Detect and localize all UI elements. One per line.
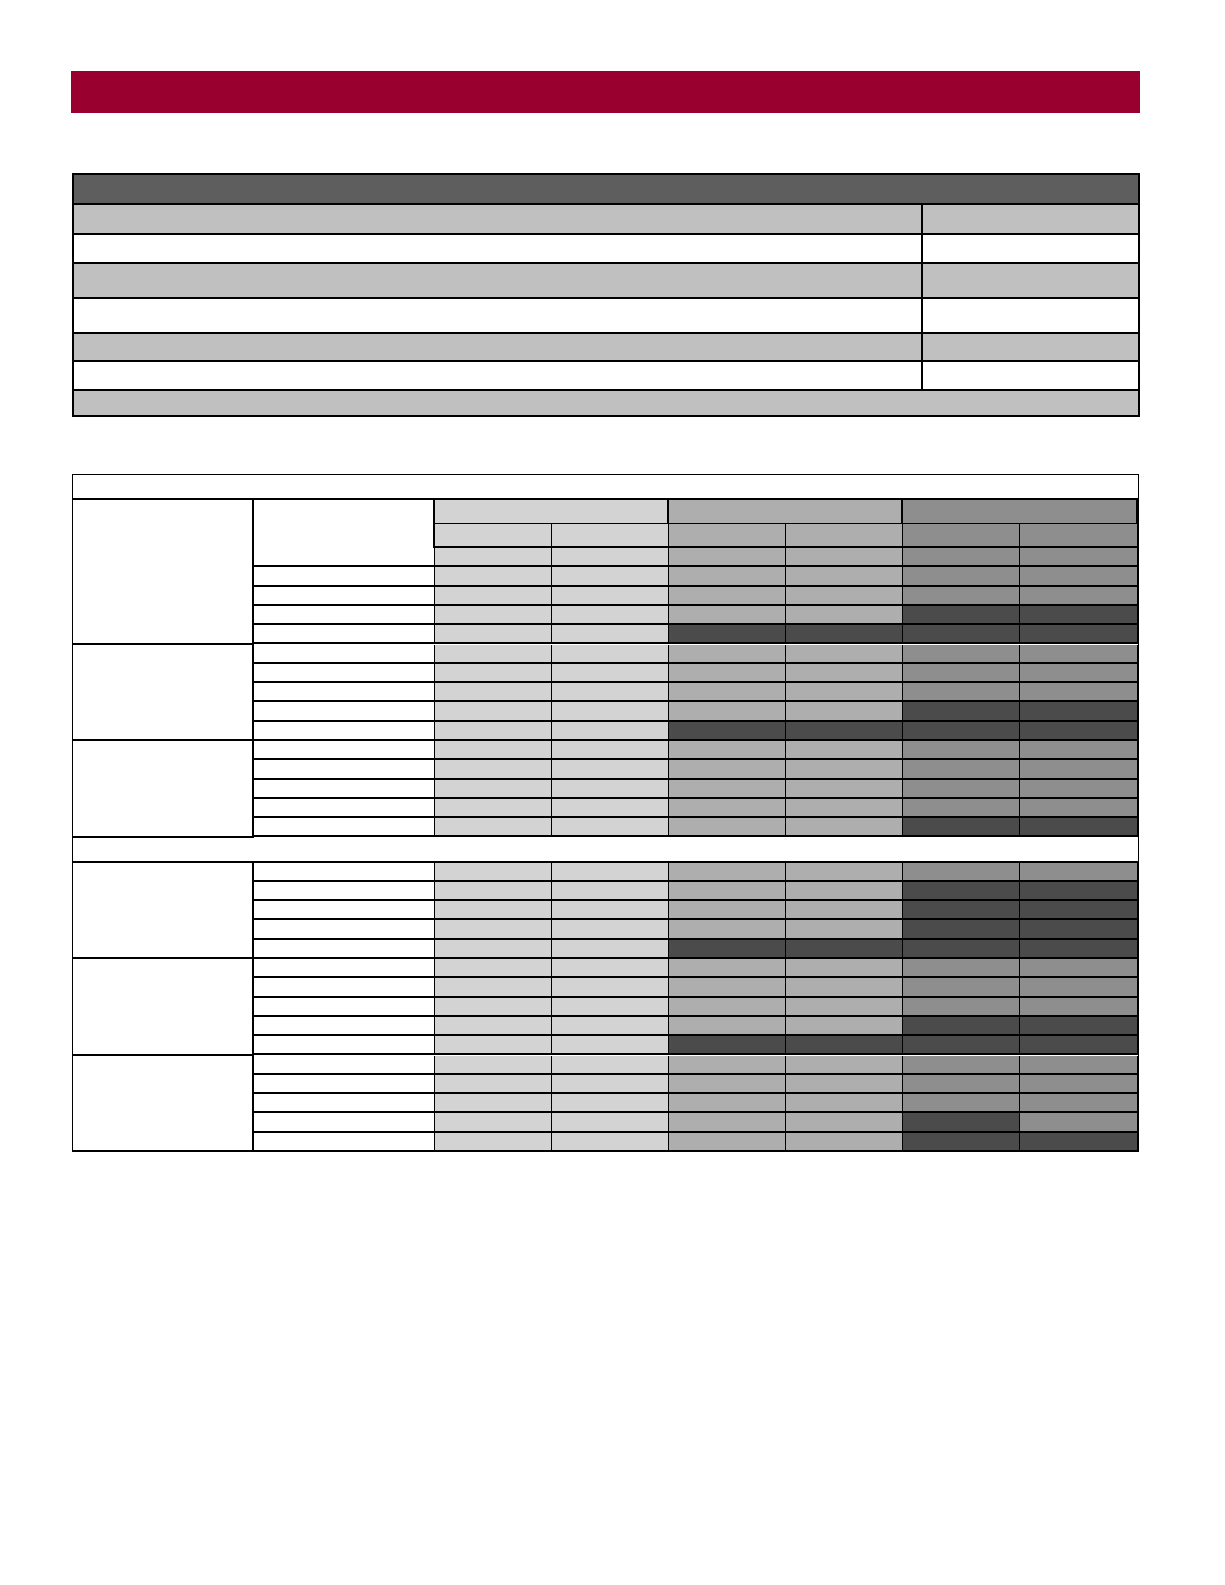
matrix-cell xyxy=(552,1094,669,1113)
matrix-cell xyxy=(903,959,1020,978)
matrix-cell xyxy=(435,780,552,799)
matrix-cell xyxy=(903,882,1020,901)
matrix-cell xyxy=(669,863,786,882)
matrix-cell xyxy=(669,940,786,959)
matrix-cell xyxy=(1020,959,1138,978)
grading-matrix-table xyxy=(72,474,1139,1152)
matrix-row-label xyxy=(254,1094,435,1113)
matrix-cell xyxy=(786,587,903,606)
matrix-cell xyxy=(552,741,669,760)
matrix-group-cell xyxy=(73,863,254,960)
matrix-cell xyxy=(435,1133,552,1152)
matrix-cell xyxy=(435,901,552,920)
summary-row xyxy=(74,233,1138,262)
matrix-cell xyxy=(435,799,552,818)
matrix-cell xyxy=(552,587,669,606)
matrix-row-label xyxy=(254,1017,435,1036)
matrix-cell xyxy=(1020,901,1138,920)
matrix-row-label xyxy=(254,1113,435,1132)
matrix-cell xyxy=(786,548,903,567)
matrix-cell xyxy=(552,722,669,741)
matrix-cell xyxy=(669,780,786,799)
matrix-cell xyxy=(552,863,669,882)
matrix-cell xyxy=(435,702,552,721)
summary-value-cell xyxy=(923,235,1138,262)
matrix-cell xyxy=(786,741,903,760)
matrix-cell xyxy=(669,1017,786,1036)
matrix-cell xyxy=(903,901,1020,920)
matrix-cell xyxy=(1020,625,1138,644)
matrix-cell xyxy=(1020,760,1138,779)
matrix-row-label xyxy=(254,818,435,837)
matrix-cell xyxy=(669,741,786,760)
matrix-group-cell xyxy=(73,959,254,1056)
matrix-row-label xyxy=(254,901,435,920)
matrix-row-label xyxy=(254,625,435,644)
matrix-cell xyxy=(552,799,669,818)
matrix-row-label xyxy=(254,799,435,818)
matrix-cell xyxy=(786,567,903,586)
summary-label-cell xyxy=(74,334,923,360)
matrix-cell xyxy=(903,606,1020,625)
matrix-cell xyxy=(903,998,1020,1017)
summary-label-cell xyxy=(74,235,923,262)
matrix-cell xyxy=(786,606,903,625)
matrix-cell xyxy=(1020,1075,1138,1094)
matrix-cell xyxy=(552,959,669,978)
matrix-row-label xyxy=(254,1133,435,1152)
summary-row xyxy=(74,262,1138,297)
matrix-cell xyxy=(435,1036,552,1055)
matrix-cell xyxy=(1020,799,1138,818)
matrix-title-row xyxy=(73,475,1138,500)
matrix-cell xyxy=(903,741,1020,760)
matrix-cell xyxy=(669,1113,786,1132)
matrix-cell xyxy=(903,940,1020,959)
matrix-cell xyxy=(552,998,669,1017)
matrix-row-label xyxy=(254,567,435,586)
matrix-row-label xyxy=(254,940,435,959)
matrix-cell xyxy=(669,606,786,625)
matrix-cell xyxy=(903,1075,1020,1094)
matrix-cell xyxy=(435,920,552,939)
matrix-cell xyxy=(903,1094,1020,1113)
matrix-cell xyxy=(552,1133,669,1152)
matrix-cell xyxy=(669,645,786,664)
matrix-cell xyxy=(552,978,669,997)
matrix-cell xyxy=(1020,683,1138,702)
matrix-cell xyxy=(1020,664,1138,683)
matrix-row-label xyxy=(254,548,435,567)
summary-row xyxy=(74,332,1138,360)
matrix-cell xyxy=(669,978,786,997)
matrix-cell xyxy=(786,1017,903,1036)
matrix-row-label xyxy=(254,1075,435,1094)
matrix-cell xyxy=(552,780,669,799)
matrix-row-label xyxy=(254,863,435,882)
matrix-cell xyxy=(552,702,669,721)
matrix-cell xyxy=(669,920,786,939)
matrix-cell xyxy=(1020,1017,1138,1036)
matrix-band-header xyxy=(903,500,1138,524)
matrix-cell xyxy=(552,1056,669,1075)
matrix-cell xyxy=(669,1056,786,1075)
matrix-cell xyxy=(669,664,786,683)
matrix-cell xyxy=(435,567,552,586)
matrix-cell xyxy=(786,799,903,818)
matrix-cell xyxy=(435,978,552,997)
matrix-cell xyxy=(786,920,903,939)
matrix-cell xyxy=(669,998,786,1017)
summary-label-cell xyxy=(74,362,923,389)
matrix-group-cell xyxy=(73,645,254,742)
matrix-row-label xyxy=(254,1056,435,1075)
matrix-cell xyxy=(1020,1133,1138,1152)
matrix-subheader xyxy=(1020,524,1138,548)
matrix-cell xyxy=(786,780,903,799)
matrix-cell xyxy=(552,645,669,664)
matrix-cell xyxy=(669,760,786,779)
matrix-cell xyxy=(552,1113,669,1132)
matrix-cell xyxy=(786,1094,903,1113)
matrix-row-label xyxy=(254,998,435,1017)
matrix-cell xyxy=(669,1036,786,1055)
matrix-row-label xyxy=(254,645,435,664)
matrix-cell xyxy=(1020,567,1138,586)
matrix-cell xyxy=(669,818,786,837)
matrix-cell xyxy=(903,818,1020,837)
matrix-cell xyxy=(552,1075,669,1094)
matrix-row-label xyxy=(254,683,435,702)
matrix-cell xyxy=(1020,863,1138,882)
matrix-cell xyxy=(552,606,669,625)
matrix-cell xyxy=(552,940,669,959)
matrix-cell xyxy=(1020,722,1138,741)
matrix-cell xyxy=(903,1036,1020,1055)
matrix-cell xyxy=(786,645,903,664)
matrix-cell xyxy=(1020,780,1138,799)
header-banner xyxy=(71,71,1140,113)
summary-table xyxy=(72,173,1140,417)
matrix-cell xyxy=(903,1133,1020,1152)
summary-label-cell xyxy=(74,264,923,297)
matrix-cell xyxy=(552,1036,669,1055)
matrix-row-label xyxy=(254,978,435,997)
matrix-cell xyxy=(1020,882,1138,901)
summary-value-cell xyxy=(923,299,1138,332)
matrix-cell xyxy=(435,683,552,702)
matrix-cell xyxy=(1020,1094,1138,1113)
matrix-row-label xyxy=(254,780,435,799)
matrix-cell xyxy=(669,799,786,818)
matrix-cell xyxy=(786,683,903,702)
matrix-cell xyxy=(786,863,903,882)
matrix-cell xyxy=(903,799,1020,818)
matrix-cell xyxy=(1020,1056,1138,1075)
matrix-cell xyxy=(786,940,903,959)
matrix-cell xyxy=(1020,702,1138,721)
matrix-row-label xyxy=(254,1036,435,1055)
matrix-cell xyxy=(552,920,669,939)
matrix-cell xyxy=(435,998,552,1017)
summary-value-cell xyxy=(923,264,1138,297)
matrix-cell xyxy=(1020,920,1138,939)
matrix-row-label xyxy=(254,760,435,779)
matrix-cell xyxy=(669,1133,786,1152)
matrix-cell xyxy=(435,625,552,644)
matrix-cell xyxy=(435,722,552,741)
matrix-cell xyxy=(435,863,552,882)
matrix-subheader xyxy=(435,524,552,548)
matrix-cell xyxy=(435,1113,552,1132)
matrix-cell xyxy=(669,959,786,978)
matrix-row-label xyxy=(254,606,435,625)
matrix-cell xyxy=(903,863,1020,882)
summary-row xyxy=(74,297,1138,332)
matrix-cell xyxy=(435,1017,552,1036)
matrix-cell xyxy=(1020,1113,1138,1132)
matrix-row-label xyxy=(254,664,435,683)
matrix-cell xyxy=(669,587,786,606)
matrix-cell xyxy=(1020,548,1138,567)
matrix-cell xyxy=(552,548,669,567)
summary-value-cell xyxy=(923,205,1138,233)
matrix-row-label xyxy=(254,702,435,721)
matrix-row-label xyxy=(254,959,435,978)
summary-row xyxy=(74,203,1138,233)
matrix-cell xyxy=(435,1094,552,1113)
matrix-cell xyxy=(669,683,786,702)
matrix-cell xyxy=(786,722,903,741)
matrix-row-label xyxy=(254,722,435,741)
matrix-cell xyxy=(435,959,552,978)
matrix-cell xyxy=(903,978,1020,997)
matrix-cell xyxy=(1020,1036,1138,1055)
matrix-cell xyxy=(435,760,552,779)
matrix-cell xyxy=(435,1075,552,1094)
matrix-cell xyxy=(669,901,786,920)
matrix-subheader xyxy=(786,524,903,548)
summary-value-cell xyxy=(923,334,1138,360)
matrix-cell xyxy=(1020,741,1138,760)
matrix-cell xyxy=(903,587,1020,606)
matrix-cell xyxy=(1020,818,1138,837)
matrix-cell xyxy=(786,818,903,837)
matrix-cell xyxy=(786,1113,903,1132)
matrix-cell xyxy=(1020,645,1138,664)
matrix-cell xyxy=(669,1094,786,1113)
matrix-cell xyxy=(903,645,1020,664)
matrix-cell xyxy=(552,625,669,644)
matrix-cell xyxy=(903,1056,1020,1075)
matrix-cell xyxy=(435,606,552,625)
matrix-cell xyxy=(552,567,669,586)
matrix-cell xyxy=(552,818,669,837)
matrix-cell xyxy=(669,548,786,567)
matrix-cell xyxy=(552,683,669,702)
matrix-cell xyxy=(669,1075,786,1094)
matrix-cell xyxy=(903,1017,1020,1036)
matrix-header-col1 xyxy=(73,500,254,548)
matrix-cell xyxy=(1020,606,1138,625)
matrix-cell xyxy=(786,625,903,644)
matrix-row-label xyxy=(254,920,435,939)
matrix-cell xyxy=(435,645,552,664)
matrix-cell xyxy=(552,760,669,779)
matrix-group-cell xyxy=(73,741,254,838)
matrix-cell xyxy=(786,1036,903,1055)
matrix-cell xyxy=(786,998,903,1017)
summary-label-cell xyxy=(74,205,923,233)
summary-header-row xyxy=(74,175,1138,203)
matrix-cell xyxy=(552,1017,669,1036)
matrix-cell xyxy=(903,780,1020,799)
summary-row xyxy=(74,360,1138,389)
matrix-cell xyxy=(903,625,1020,644)
matrix-cell xyxy=(903,664,1020,683)
matrix-group-cell xyxy=(73,548,254,645)
matrix-cell xyxy=(1020,587,1138,606)
matrix-section-row xyxy=(73,838,1138,863)
matrix-cell xyxy=(435,940,552,959)
matrix-cell xyxy=(903,548,1020,567)
matrix-cell xyxy=(435,548,552,567)
matrix-row-label xyxy=(254,587,435,606)
matrix-cell xyxy=(903,702,1020,721)
matrix-subheader xyxy=(669,524,786,548)
matrix-cell xyxy=(669,567,786,586)
matrix-cell xyxy=(1020,978,1138,997)
matrix-cell xyxy=(435,741,552,760)
matrix-cell xyxy=(669,702,786,721)
matrix-cell xyxy=(669,625,786,644)
matrix-cell xyxy=(903,683,1020,702)
matrix-cell xyxy=(1020,940,1138,959)
matrix-subheader xyxy=(552,524,669,548)
matrix-cell xyxy=(552,901,669,920)
matrix-cell xyxy=(435,818,552,837)
matrix-cell xyxy=(435,882,552,901)
matrix-band-header xyxy=(435,500,669,524)
matrix-cell xyxy=(786,901,903,920)
matrix-cell xyxy=(786,760,903,779)
matrix-cell xyxy=(786,1056,903,1075)
matrix-cell xyxy=(786,1133,903,1152)
summary-footer-row xyxy=(74,389,1138,415)
matrix-cell xyxy=(786,664,903,683)
matrix-cell xyxy=(552,882,669,901)
matrix-cell xyxy=(786,702,903,721)
matrix-cell xyxy=(903,760,1020,779)
summary-value-cell xyxy=(923,362,1138,389)
matrix-subheader xyxy=(903,524,1020,548)
matrix-cell xyxy=(903,920,1020,939)
matrix-cell xyxy=(552,664,669,683)
matrix-cell xyxy=(786,882,903,901)
matrix-cell xyxy=(786,1075,903,1094)
matrix-cell xyxy=(435,587,552,606)
matrix-cell xyxy=(435,664,552,683)
matrix-cell xyxy=(903,722,1020,741)
matrix-group-cell xyxy=(73,1056,254,1153)
matrix-cell xyxy=(1020,998,1138,1017)
matrix-row-label xyxy=(254,882,435,901)
matrix-band-header xyxy=(669,500,903,524)
matrix-header-col2 xyxy=(254,500,435,548)
matrix-cell xyxy=(786,959,903,978)
summary-label-cell xyxy=(74,299,923,332)
matrix-cell xyxy=(669,722,786,741)
matrix-row-label xyxy=(254,741,435,760)
matrix-cell xyxy=(903,1113,1020,1132)
matrix-cell xyxy=(435,1056,552,1075)
matrix-cell xyxy=(786,978,903,997)
matrix-cell xyxy=(903,567,1020,586)
matrix-cell xyxy=(669,882,786,901)
